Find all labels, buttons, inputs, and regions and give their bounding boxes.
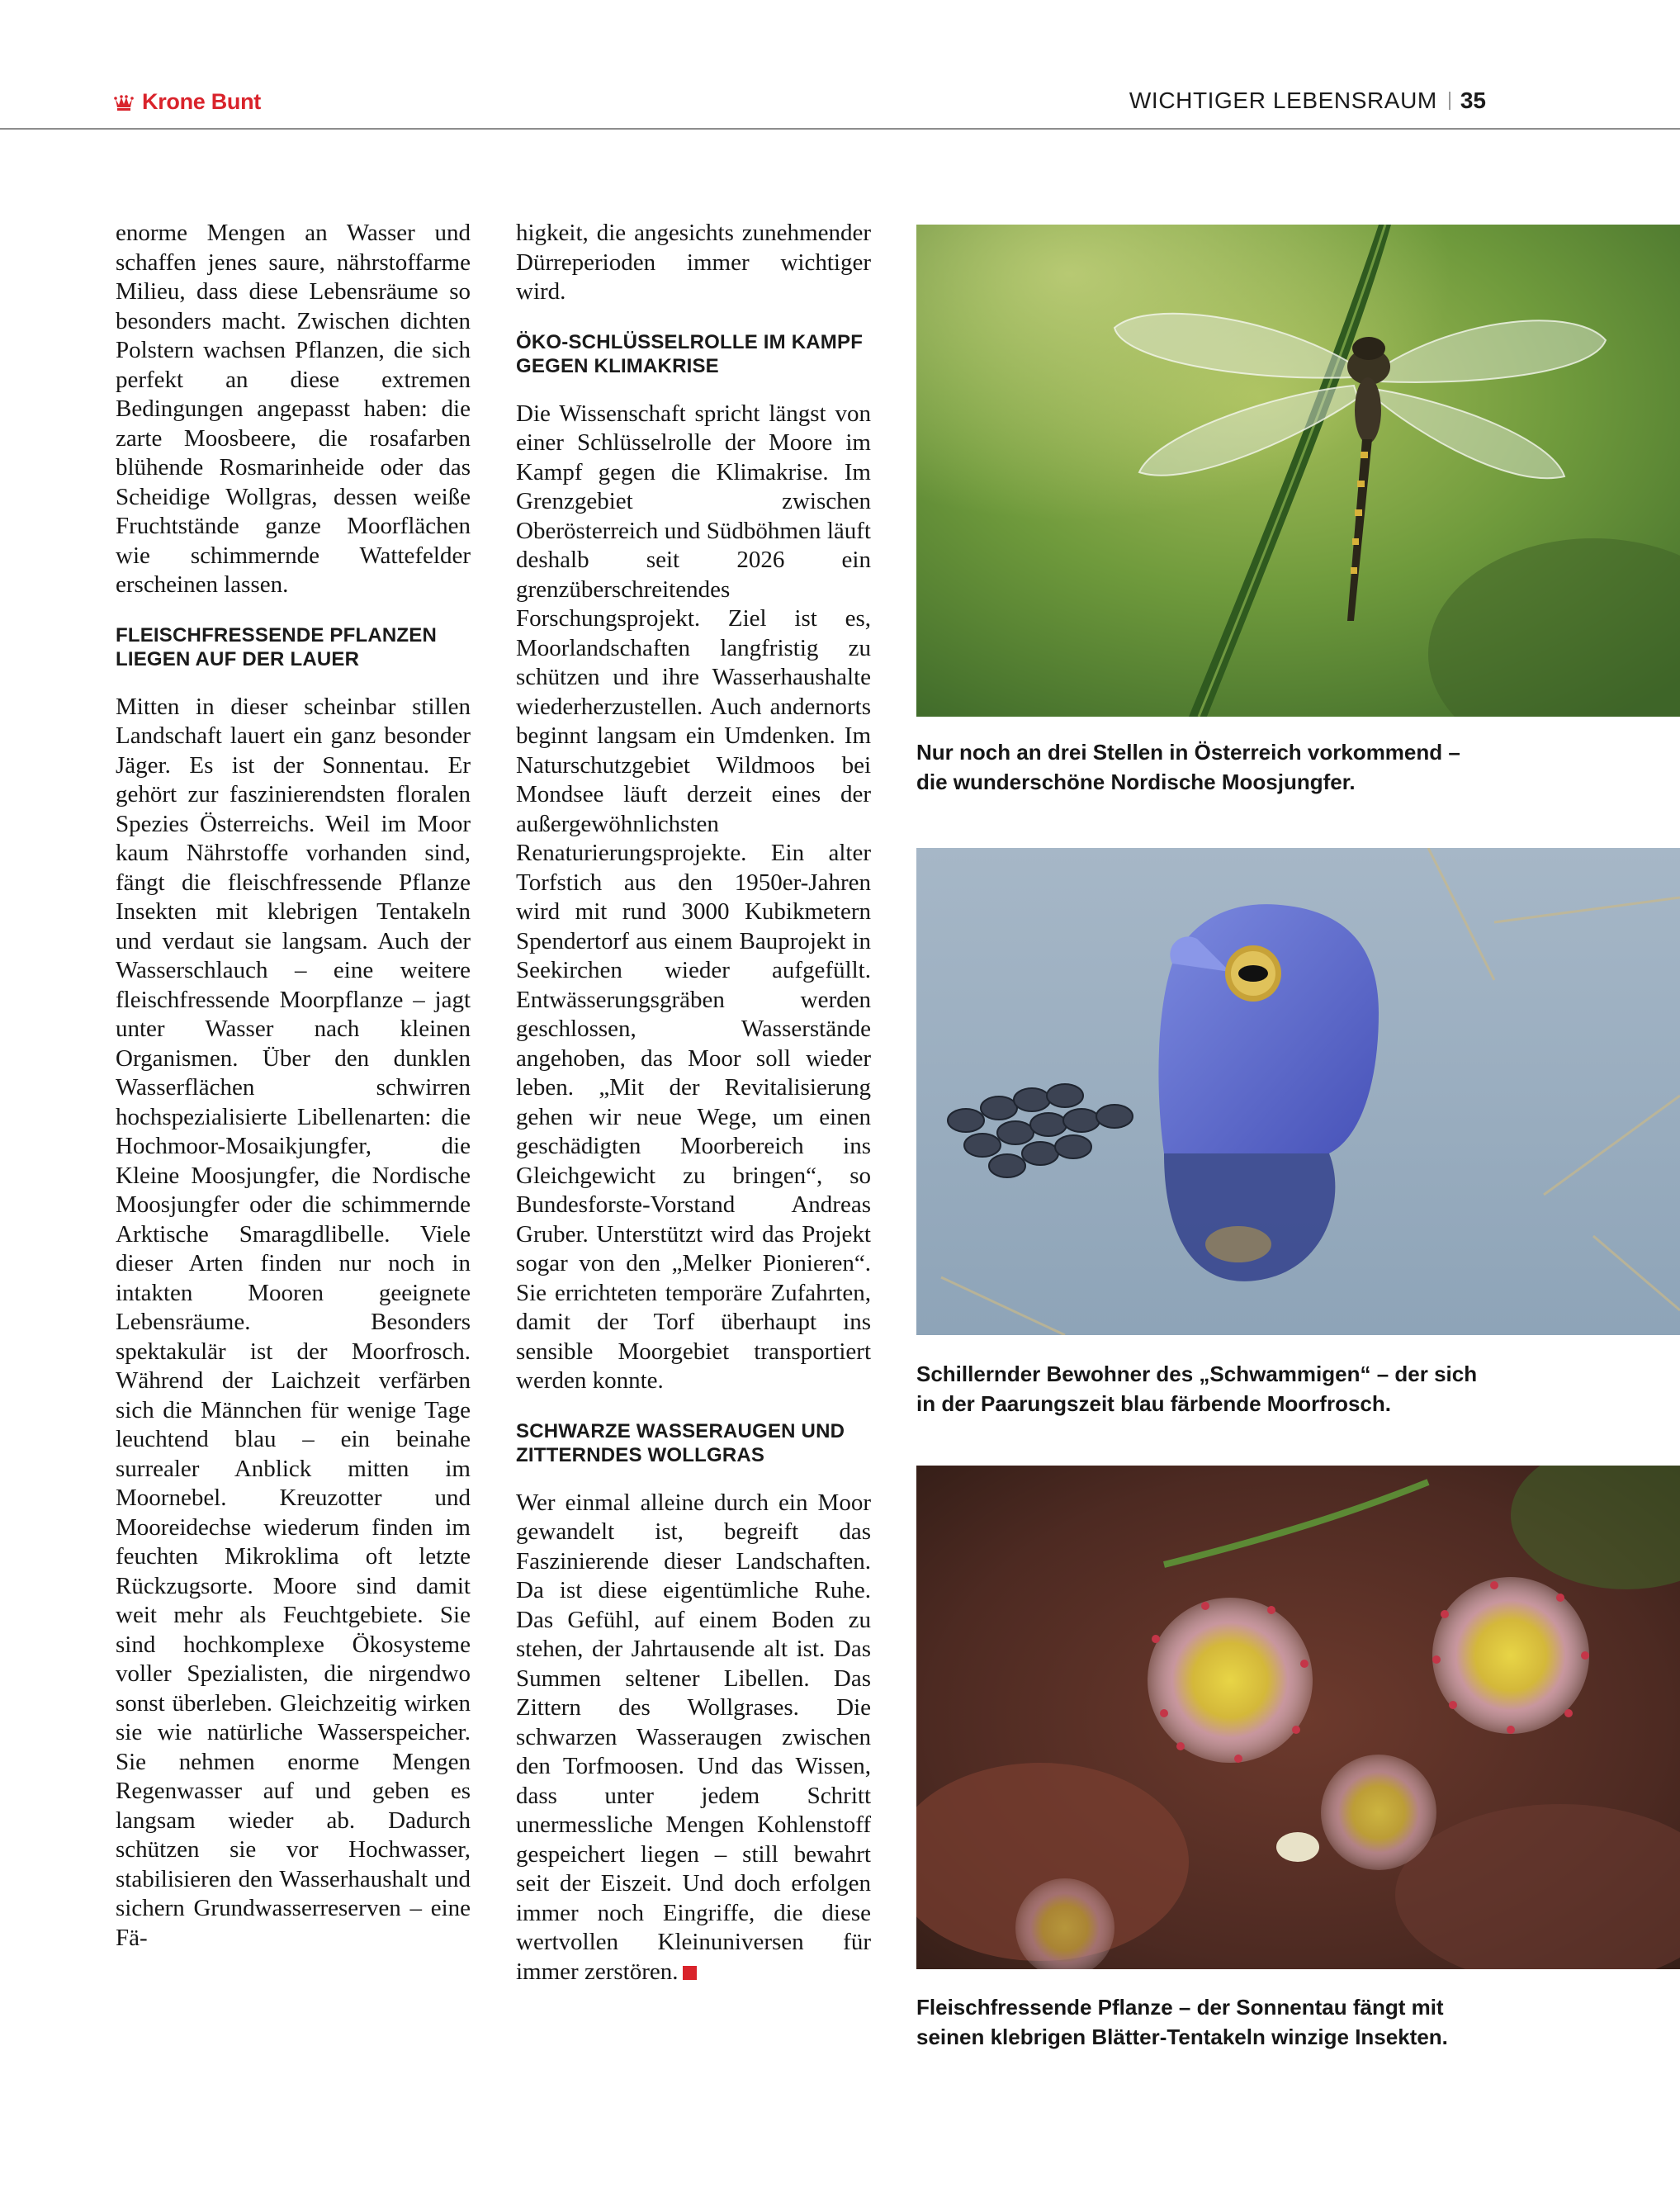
- body-paragraph-final: [516, 1489, 871, 1987]
- body-text: Wer einmal alleine durch ein Moor gewandelt ist, begreift das Faszinierende dieser Landschaften. Da ist diese eigentümliche Ruhe. Das Gefühl, auf einem Boden zu stehen, der Jahrtausende alt ist. Das Summen seltener Libellen. Das Zittern des Wollgrases. Die schwarzen Wasseraugen zwischen den Torfmoosen. Und das Wissen, dass unter jedem Schritt unermessliche Mengen Kohlenstoff gespeichert liegen – still bewahrt seit der Eiszeit. Und doch erfolgen immer noch Eingriffe, die diese wertvollen Kleinuniversen für immer zerstören.: [516, 1489, 871, 1985]
- body-paragraph: Die Wissenschaft spricht längst von einer Schlüsselrolle der Moore im Kampf gegen die Klimakrise. Im Grenzgebiet zwischen Oberösterreich und Südböhmen läuft deshalb seit 2026 ein grenzüberschreitendes Forschungsprojekt. Ziel ist es, Moorlandschaften langfristig zu schützen und ihre Wasserhaushalte wiederherzustellen. Auch andernorts beginnt langsam ein Umdenken. Im Naturschutzgebiet Wildmoos bei Mondsee läuft derzeit eines der außergewöhnlichsten Renaturierungsprojekte. Ein alter Torfstich aus den 1950er-Jahren wird mit rund 3000 Kubikmetern Spendertorf aus einem Bauprojekt in Seekirchen wieder aufgefüllt. Entwässerungsgräben werden geschlossen, Wasserstände angehoben, das Moor soll wieder leben. „Mit der Revitalisierung gehen wir neue Wege, um einen geschädigten Moorbereich ins Gleichgewicht zu bringen“, so Bundesforste-Vorstand Andreas Gruber. Unterstützt wird das Projekt sogar von den „Melker Pionieren“. Sie errichteten temporäre Zufahrten, damit der Torf überhaupt ins sensible Moorgebiet transportiert werden konnte.: [516, 400, 871, 1394]
- subheading: SCHWARZE WASSERAUGEN UND ZITTERNDES WOLLGRAS: [516, 1419, 845, 1466]
- header-divider: [1449, 92, 1450, 110]
- photo-caption: Fleischfressende Pflanze – der Sonnentau fängt mit seinen klebrigen Blätter-Tentakeln winzige Insekten.: [916, 1995, 1448, 2049]
- body-paragraph: Mitten in dieser scheinbar stillen Landschaft lauert ein ganz besonder Jäger. Es ist der Sonnentau. Er gehört zur faszinierendsten floralen Spezies Österreichs. Weil im Moor kaum Nährstoffe vorhanden sind, fängt die fleischfressende Pflanze Insekten mit klebrigen Tentakeln und verdaut sie langsam. Auch der Wasserschlauch – eine weitere fleischfressende Moorpflanze – jagt unter Wasser nach kleinen Organismen. Über den dunklen Wasserflächen schwirren hochspezialisierte Libellenarten: die Hochmoor-Mosaikjungfer, die Kleine Moosjungfer, die Nordische Moosjungfer oder die schimmernde Arktische Smaragdlibelle. Viele dieser Arten finden nur noch in intakten Mooren geeignete Lebensräume. Besonders spektakulär ist der Moorfrosch. Während der Laichzeit verfärben sich die Männchen für wenige Tage leuchtend blau – ein beinahe surrealer Anblick mitten im Moornebel. Kreuzotter und Mooreidechse wiederum finden im feuchten Mikroklima oft letzte Rückzugsorte. Moore sind damit weit mehr als Feuchtgebiete. Sie sind hochkomplexe Ökosysteme voller Spezialisten, die nirgendwo sonst überleben. Gleichzeitig wirken sie wie natürliche Wasserspeicher. Sie nehmen enorme Mengen Regenwasser auf und geben es langsam wieder ab. Dadurch schützen sie vor Hochwasser, stabilisieren den Wasserhaushalt und sichern Grundwasserreserven – eine Fä-: [116, 693, 471, 1951]
- crown-icon: [114, 94, 134, 111]
- dragonfly-photo: [916, 225, 1680, 717]
- sundew-photo: [916, 1466, 1680, 1969]
- header-rule: [0, 128, 1680, 130]
- body-paragraph: enorme Mengen an Wasser und schaffen jenes saure, nährstoffarme Milieu, dass diese Lebensräume so besonders macht. Zwischen dichten Polstern wachsen Pflanzen, die sich perfekt an diese extremen Bedingungen angepasst haben: die zarte Moosbeere, die rosafarben blühende Rosmarinheide oder das Scheidige Wollgras, dessen weiße Fruchtstände ganze Moorflächen wie schimmernde Wattefelder erscheinen lassen.: [116, 220, 471, 598]
- photo-caption: Schillernder Bewohner des „Schwammigen“ – der sich in der Paarungszeit blau färbende Moorfrosch.: [916, 1362, 1478, 1416]
- end-marker: [683, 1966, 697, 1980]
- subheading: ÖKO-SCHLÜSSELROLLE IM KAMPF GEGEN KLIMAKRISE: [516, 330, 864, 377]
- body-paragraph: higkeit, die angesichts zunehmender Dürreperioden immer wichtiger wird.: [516, 220, 871, 305]
- brand-name: Krone Bunt: [142, 89, 261, 114]
- section-title: WICHTIGER LEBENSRAUM: [1129, 88, 1437, 113]
- text-column-2: [516, 219, 871, 1987]
- running-header: [1129, 88, 1486, 114]
- text-column-1: [116, 219, 471, 1953]
- brand-logo: [114, 89, 261, 115]
- subheading: FLEISCHFRESSENDE PFLANZEN LIEGEN AUF DER LAUER: [116, 623, 438, 670]
- page-number: 35: [1460, 88, 1486, 113]
- frog-photo: [916, 848, 1680, 1335]
- photo-caption: Nur noch an drei Stellen in Österreich vorkommend – die wunderschöne Nordische Moosjungfer.: [916, 740, 1460, 794]
